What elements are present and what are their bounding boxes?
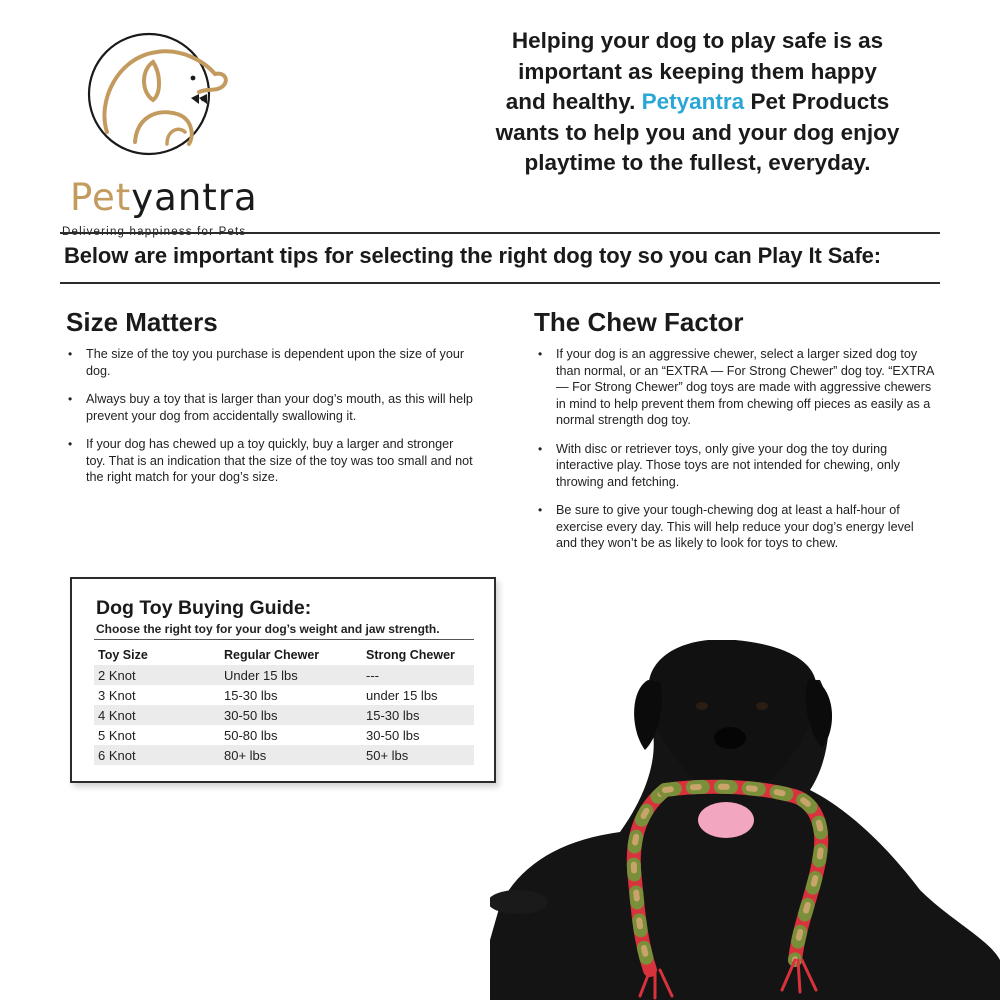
- buying-guide-divider: [94, 639, 474, 640]
- list-item: • If your dog has chewed up a toy quickly, buy a larger and stronger toy. That is an indication that the size of the toy was too small and not the right match for your dog’s size.: [66, 436, 476, 486]
- table-cell: 15-30 lbs: [224, 687, 278, 703]
- divider-top: [60, 232, 940, 234]
- dog-nose: [714, 727, 746, 749]
- table-row: [94, 725, 474, 745]
- list-item: • With disc or retriever toys, only give your dog the toy during interactive play. Those toys are not intended for chewing, only throwing and fetching.: [536, 441, 936, 491]
- column-header: Regular Chewer: [224, 648, 320, 662]
- divider-bottom: [60, 282, 940, 284]
- brand-name: [70, 176, 258, 219]
- table-cell: 5 Knot: [98, 727, 136, 743]
- column-header: Toy Size: [98, 648, 148, 662]
- table-row: [94, 705, 474, 725]
- table-cell: ---: [362, 665, 474, 685]
- brand-logo: [60, 22, 270, 222]
- list-item: • The size of the toy you purchase is dependent upon the size of your dog.: [66, 346, 476, 379]
- buying-guide-box: [70, 577, 496, 783]
- intro-line: important as keeping them happy: [518, 58, 877, 84]
- table-cell: Under 15 lbs: [220, 665, 362, 685]
- buying-guide-subtitle: Choose the right toy for your dog’s weight and jaw strength.: [96, 622, 440, 636]
- intro-brand-name: Petyantra: [641, 89, 745, 114]
- table-row: [94, 685, 474, 705]
- table-row: [94, 665, 474, 685]
- size-matters-list: [66, 346, 476, 498]
- buying-guide-title: Dog Toy Buying Guide:: [96, 597, 312, 619]
- table-cell: 50+ lbs: [362, 745, 474, 765]
- brand-name-part2: yantra: [131, 176, 258, 219]
- chew-factor-title: The Chew Factor: [534, 307, 744, 337]
- table-row: [94, 745, 474, 765]
- table-cell: 3 Knot: [98, 687, 136, 703]
- column-header: Strong Chewer: [366, 648, 455, 662]
- dog-tongue: [698, 802, 754, 838]
- table-cell: 6 Knot: [94, 745, 220, 765]
- table-cell: 2 Knot: [94, 665, 220, 685]
- table-cell: 50-80 lbs: [224, 727, 278, 743]
- table-cell: 80+ lbs: [220, 745, 362, 765]
- list-item: • Always buy a toy that is larger than your dog’s mouth, as this will help prevent your dog from accidentally swallowing it.: [66, 391, 476, 424]
- intro-paragraph: [470, 26, 925, 179]
- dog-logo-icon: [87, 22, 237, 172]
- dog-paw: [490, 890, 548, 914]
- intro-text: and healthy.: [505, 89, 642, 114]
- intro-line: [470, 87, 925, 118]
- dog-eye-right: [756, 702, 768, 710]
- table-cell: 30-50 lbs: [220, 705, 362, 725]
- dog-with-rope-toy-image: [490, 640, 1000, 1000]
- tips-heading: Below are important tips for selecting the right dog toy so you can Play It Safe:: [64, 243, 882, 268]
- intro-text: Pet Products: [744, 89, 890, 114]
- dog-eye-left: [696, 702, 708, 710]
- chew-factor-list: [536, 346, 936, 564]
- table-header-row: [94, 645, 474, 665]
- table-cell: under 15 lbs: [366, 687, 438, 703]
- table-cell: 4 Knot: [94, 705, 220, 725]
- buying-guide-table: [94, 645, 474, 765]
- intro-line: wants to help you and your dog enjoy: [495, 119, 900, 145]
- table-cell: 15-30 lbs: [362, 705, 474, 725]
- brand-name-part1: Pet: [70, 176, 132, 219]
- list-item: • If your dog is an aggressive chewer, select a larger sized dog toy than normal, or an “EXTRA — For Strong Chewer” dog toy. “EXTRA — For Strong Chewer” dog toys are made with aggressive chewers in mind to help prevent them from chewing off pieces as easily as a normal strength dog toy.: [536, 346, 936, 429]
- intro-line: Helping your dog to play safe is as: [511, 28, 884, 53]
- table-cell: 30-50 lbs: [366, 727, 420, 743]
- size-matters-title: Size Matters: [66, 307, 218, 337]
- intro-line: playtime to the fullest, everyday.: [524, 150, 871, 175]
- list-item: • Be sure to give your tough-chewing dog at least a half-hour of exercise every day. This will help reduce your dog’s energy level and they won’t be as likely to look for toys to chew.: [536, 502, 936, 552]
